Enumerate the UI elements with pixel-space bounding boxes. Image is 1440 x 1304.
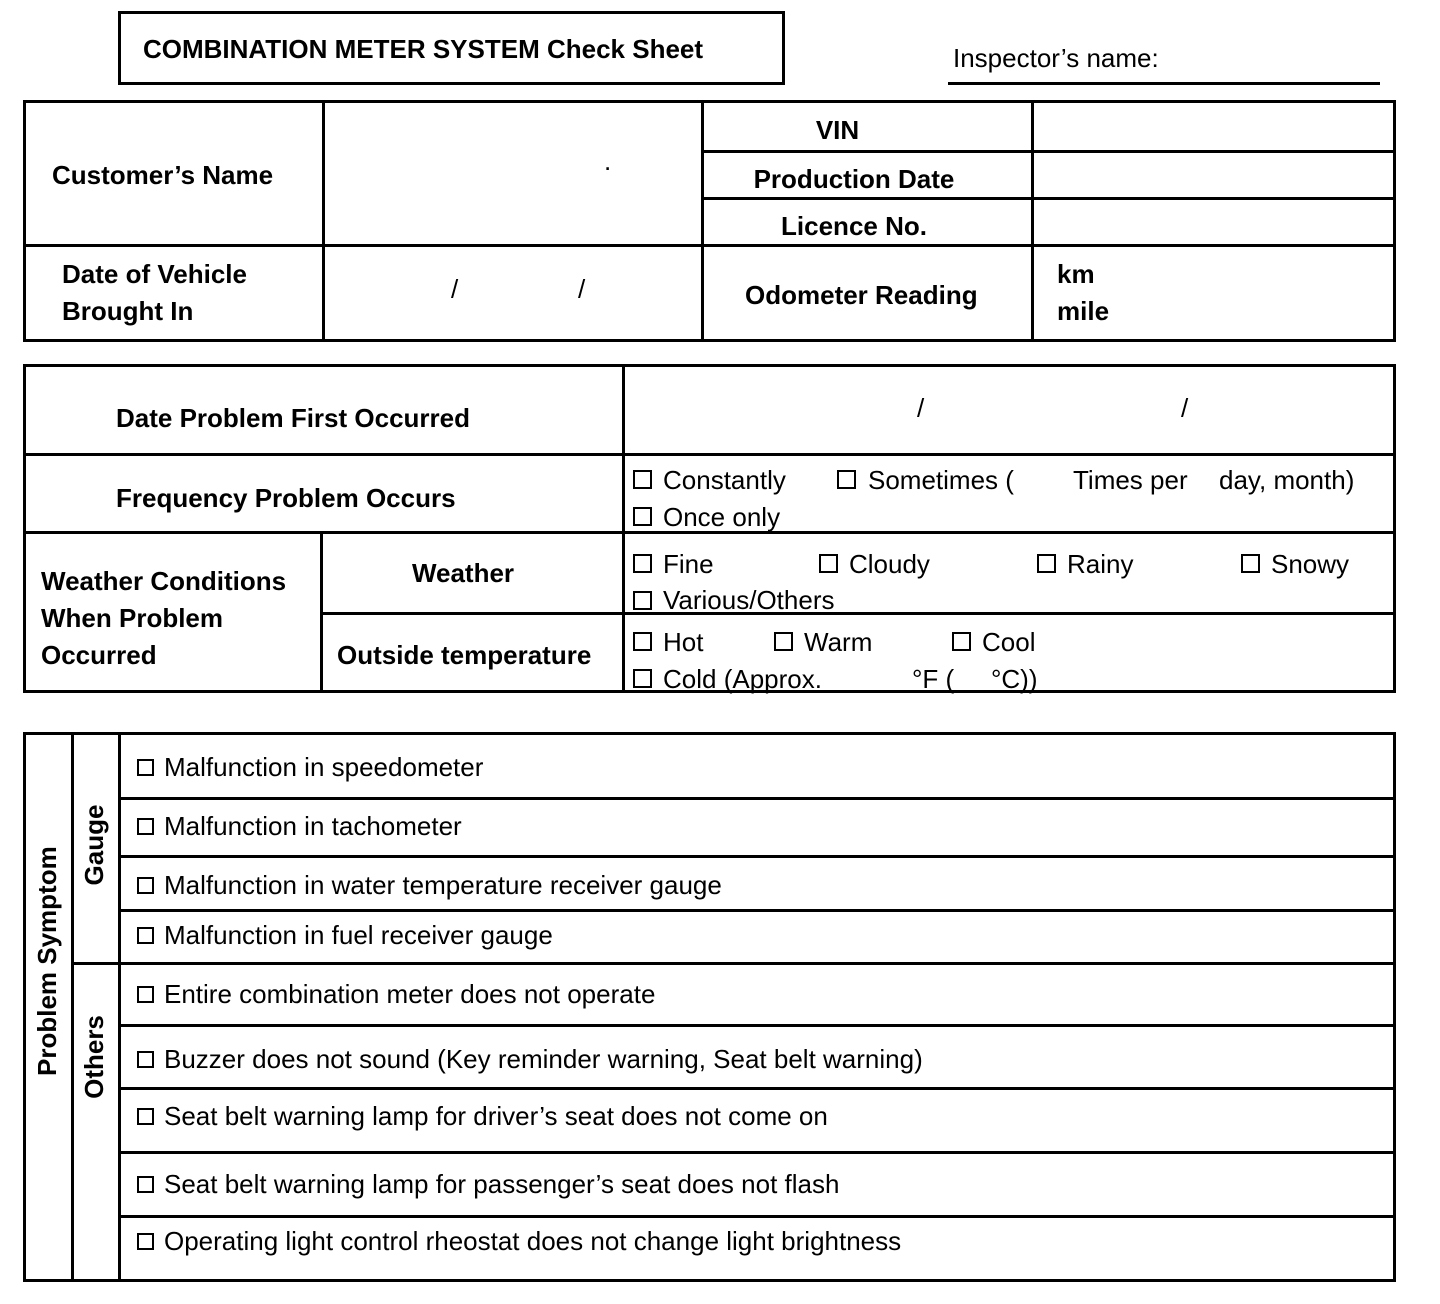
checkbox[interactable] xyxy=(633,507,652,526)
unit-celsius: °C)) xyxy=(991,664,1038,694)
licence-label: Licence No. xyxy=(781,211,927,241)
symptom-label: Buzzer does not sound (Key reminder warning, Seat belt warning) xyxy=(164,1044,923,1074)
list-item[interactable] xyxy=(121,912,1393,961)
list-item[interactable] xyxy=(121,1027,1393,1086)
symptom-label: Malfunction in speedometer xyxy=(164,752,484,782)
option-label: Snowy xyxy=(1271,549,1350,579)
option-label: Once only xyxy=(663,502,781,532)
option-label: Warm xyxy=(804,627,873,657)
inspector-name-line[interactable] xyxy=(948,82,1380,85)
weather-label: Weather xyxy=(411,558,515,588)
gauge-label: Gauge xyxy=(79,804,109,886)
checkbox[interactable] xyxy=(137,986,154,1003)
list-item[interactable] xyxy=(121,1218,1393,1279)
checkbox[interactable] xyxy=(633,470,652,489)
first-occurred-field[interactable] xyxy=(625,367,1393,452)
symptom-label: Malfunction in fuel receiver gauge xyxy=(164,920,553,950)
list-item[interactable] xyxy=(121,965,1393,1023)
unit-mile: mile xyxy=(1057,296,1110,326)
vin-label: VIN xyxy=(815,115,860,145)
inspector-label: Inspector’s name: xyxy=(953,43,1159,73)
date-brought-field[interactable] xyxy=(325,247,698,339)
list-item[interactable] xyxy=(121,1154,1393,1214)
frequency-label: Frequency Problem Occurs xyxy=(116,483,456,513)
production-date-field[interactable] xyxy=(1034,153,1393,196)
date-brought-label-line1: Date of Vehicle xyxy=(62,259,247,289)
option-label: Constantly xyxy=(663,465,786,495)
weather-conditions-label-line1: Weather Conditions xyxy=(41,566,287,596)
page-title: COMBINATION METER SYSTEM Check Sheet xyxy=(143,34,704,64)
odometer-label: Odometer Reading xyxy=(745,280,978,310)
licence-field[interactable] xyxy=(1034,200,1393,243)
others-label: Others xyxy=(79,1015,109,1099)
checkbox[interactable] xyxy=(137,927,154,944)
checkbox[interactable] xyxy=(137,1108,154,1125)
outside-temperature-label: Outside temperature xyxy=(337,640,592,670)
option-label: Cold (Approx. xyxy=(663,664,822,694)
customer-name-field[interactable] xyxy=(325,103,698,243)
checkbox[interactable] xyxy=(137,877,154,894)
vin-field[interactable] xyxy=(1034,103,1393,149)
option-label: Rainy xyxy=(1067,549,1134,579)
checkbox[interactable] xyxy=(137,1176,154,1193)
checkbox[interactable] xyxy=(633,591,652,610)
checkbox[interactable] xyxy=(137,1051,154,1068)
symptom-label: Seat belt warning lamp for driver’s seat does not come on xyxy=(164,1101,828,1131)
divider xyxy=(23,453,1396,456)
list-item[interactable] xyxy=(121,1090,1393,1150)
checkbox[interactable] xyxy=(137,759,154,776)
symptom-label: Malfunction in tachometer xyxy=(164,811,462,841)
symptom-label: Malfunction in water temperature receiver gauge xyxy=(164,870,722,900)
unit-km: km xyxy=(1057,259,1095,289)
odometer-field[interactable] xyxy=(1034,247,1393,339)
option-label: Cool xyxy=(982,627,1036,657)
checkbox[interactable] xyxy=(837,470,856,489)
checkbox[interactable] xyxy=(1037,554,1056,573)
option-label: Cloudy xyxy=(849,549,930,579)
weather-conditions-label-line2: When Problem xyxy=(41,603,224,633)
checkbox[interactable] xyxy=(1241,554,1260,573)
date-separator: / xyxy=(578,274,586,304)
list-item[interactable] xyxy=(121,858,1393,908)
checkbox[interactable] xyxy=(633,632,652,651)
checkbox[interactable] xyxy=(952,632,971,651)
symptom-label: Seat belt warning lamp for passenger’s seat does not flash xyxy=(164,1169,840,1199)
checkbox[interactable] xyxy=(819,554,838,573)
stray-dot: . xyxy=(604,146,612,176)
checkbox[interactable] xyxy=(774,632,793,651)
production-date-label: Production Date xyxy=(753,164,955,194)
divider xyxy=(320,612,1396,615)
unit-fahrenheit: °F ( xyxy=(912,664,955,694)
option-label: Hot xyxy=(663,627,704,657)
checkbox[interactable] xyxy=(137,1233,154,1250)
option-label: Various/Others xyxy=(663,585,835,615)
date-separator: / xyxy=(917,393,925,423)
problem-symptom-label: Problem Symptom xyxy=(32,846,62,1076)
list-item[interactable] xyxy=(121,800,1393,854)
checkbox[interactable] xyxy=(137,818,154,835)
divider xyxy=(71,732,74,1282)
option-label: day, month) xyxy=(1219,465,1355,495)
checkbox[interactable] xyxy=(633,554,652,573)
date-separator: / xyxy=(451,274,459,304)
date-brought-label-line2: Brought In xyxy=(62,296,194,326)
symptom-label: Entire combination meter does not operate xyxy=(164,979,656,1009)
symptom-label: Operating light control rheostat does not change light brightness xyxy=(164,1226,902,1256)
first-occurred-label: Date Problem First Occurred xyxy=(116,403,470,433)
list-item[interactable] xyxy=(121,735,1393,796)
checkbox[interactable] xyxy=(633,669,652,688)
option-label: Times per xyxy=(1073,465,1188,495)
option-label: Sometimes ( xyxy=(868,465,1014,495)
customer-name-label: Customer’s Name xyxy=(52,160,274,190)
weather-conditions-label-line3: Occurred xyxy=(41,640,157,670)
date-separator: / xyxy=(1181,393,1189,423)
option-label: Fine xyxy=(663,549,714,579)
